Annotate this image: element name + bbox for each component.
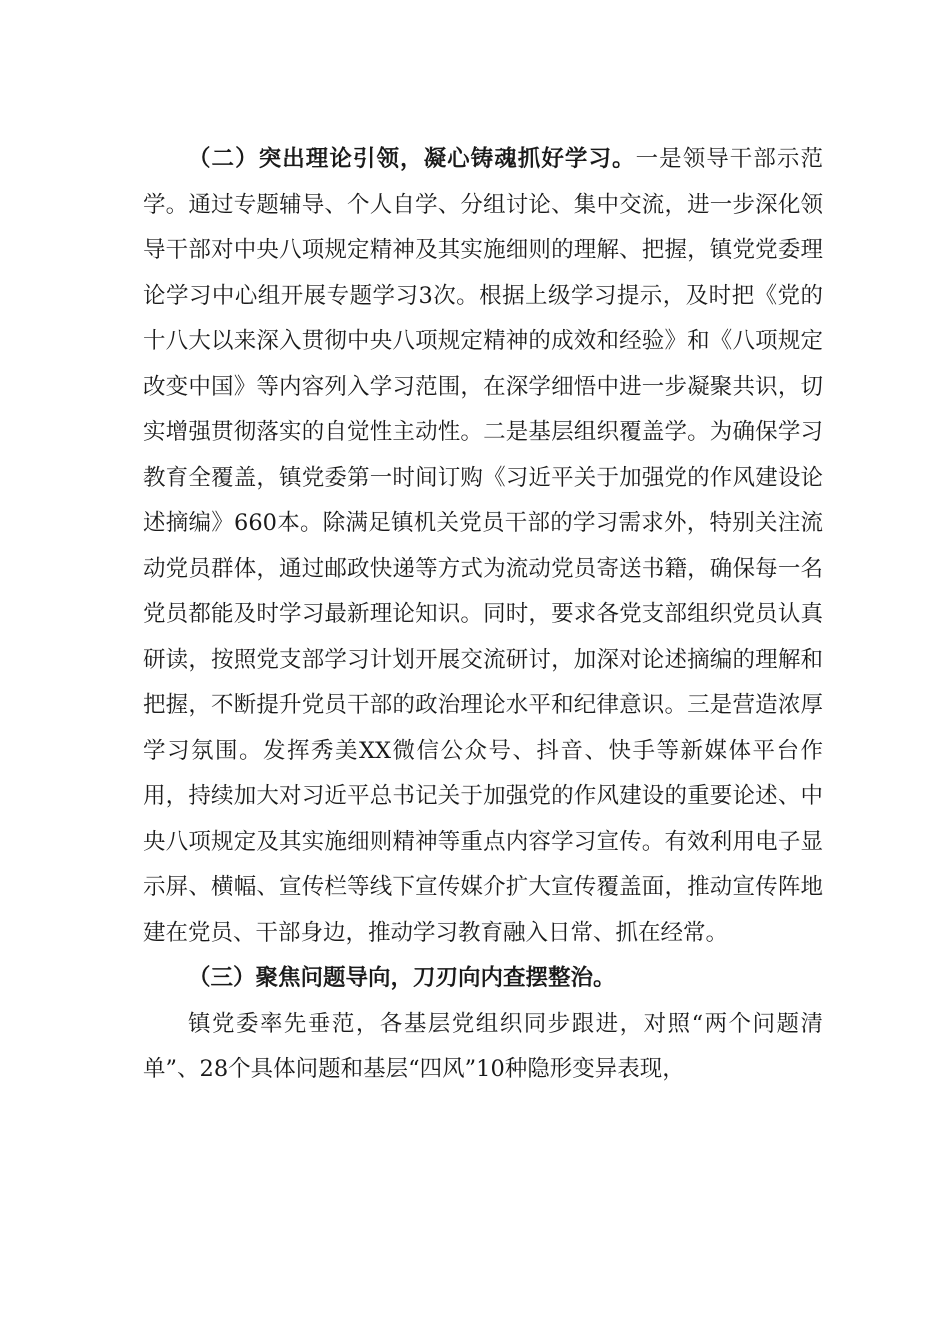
section2-body: 一是领导干部示范学。通过专题辅导、个人自学、分组讨论、集中交流，进一步深化领导干部对中央八项规定精神及其实施细则的理解、把握，镇党党委理论学习中心组开展专题学习3次。根据上级学习提示，及时把《党的十八大以来深入贯彻中央八项规定精神的成效和经验》和《八项规定改变中国》等内容列入学习范围，在深学细悟中进一步凝聚共识，切实增强贯彻落实的自觉性主动性。二是基层组织覆盖学。为确保学习教育全覆盖，镇党委第一时间订购《习近平关于加强党的作风建设论述摘编》660本。除满足镇机关党员干部的学习需求外，特别关注流动党员群体，通过邮政快递等方式为流动党员寄送书籍，确保每一名党员都能及时学习最新理论知识。同时，要求各党支部组织党员认真研读，按照党支部学习计划开展交流研讨，加深对论述摘编的理解和把握，不断提升党员干部的政治理论水平和纪律意识。三是营造浓厚学习氛围。发挥秀美XX微信公众号、抖音、快手等新媒体平台作用，持续加大对习近平总书记关于加强党的作风建设的重要论述、中央八项规定及其实施细则精神等重点内容学习宣传。有效利用电子显示屏、横幅、宣传栏等线下宣传媒介扩大宣传覆盖面，推动宣传阵地建在党员、干部身边，推动学习教育融入日常、抓在经常。 bbox=[143, 146, 823, 946]
section2-heading: （二）突出理论引领，凝心铸魂抓好学习。 bbox=[188, 146, 636, 172]
document-page bbox=[143, 137, 823, 1093]
section3-heading: （三）聚焦问题导向，刀刃向内查摆整治。 bbox=[188, 965, 616, 991]
section3-body: 镇党委率先垂范，各基层党组织同步跟进，对照“两个问题清单”、28个具体问题和基层“四风”10种隐形变异表现， bbox=[143, 1010, 823, 1082]
section2-paragraph bbox=[143, 137, 823, 956]
